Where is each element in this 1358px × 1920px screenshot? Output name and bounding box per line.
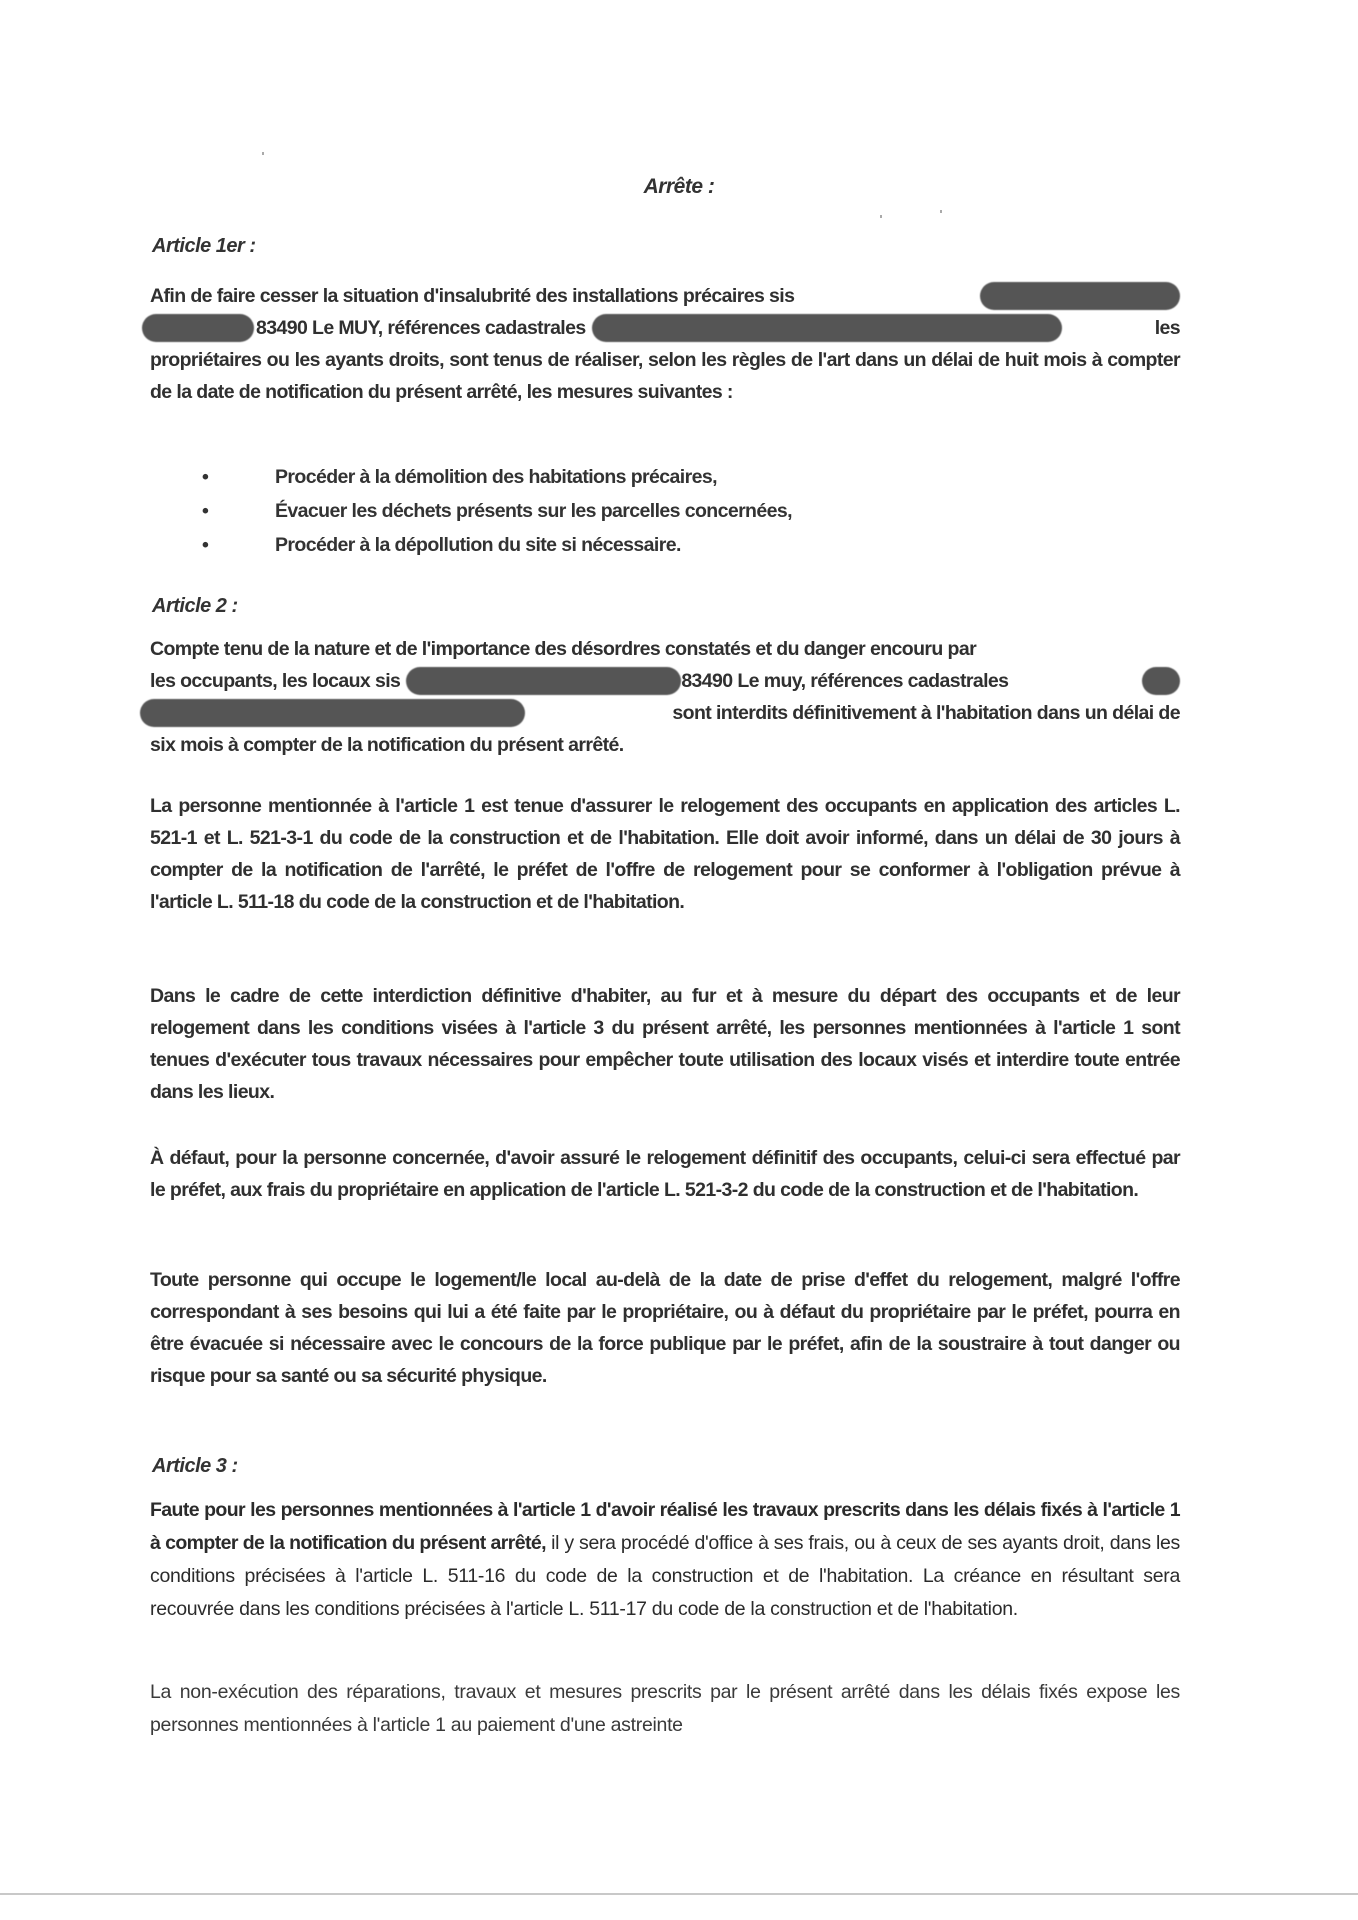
article-2-paragraph-3: Dans le cadre de cette interdiction définitive d'habiter, au fur et à mesure du départ des occupants et de leur relogement dans les conditions visées à l'article 3 du présent arrêté, les personnes mentionnées à l'article 1 sont tenues d'exécuter tous travaux nécessaires pour empêcher toute utilisation des locaux visés et interdire toute entrée dans les lieux. — [150, 985, 1180, 1103]
measures-list — [150, 460, 1150, 562]
redaction — [140, 699, 525, 727]
article-1-line-2: 83490 Le MUY, références cadastrales les — [142, 312, 1180, 344]
article-3-paragraph-2: La non-exécution des réparations, travaux et mesures prescrits par le présent arrêté dans les délais fixés expose les personnes mentionnées à l'article 1 au paiement d'une astreinte — [150, 1681, 1180, 1736]
article-2-line-2: les occupants, les locaux sis 83490 Le muy, références cadastrales — [150, 665, 1180, 697]
article-2-paragraph-2: La personne mentionnée à l'article 1 est tenue d'assurer le relogement des occupants en application des articles L. 521-1 et L. 521-3-1 du code de la construction et de l'habitation. Elle doit avoir informé, dans un délai de 30 jours à compter de la notification de l'arrêté, le préfet de l'offre de relogement pour se conformer à l'obligation prévue à l'article L. 511-18 du code de la construction et de l'habitation. — [150, 795, 1180, 913]
article-2-paragraph-1: Compte tenu de la nature et de l'importance des désordres constatés et du danger encouru par les occupants, les locaux sis 83490 Le muy, références cadastrales sont interdits définitivement à l'habitation dans un délai de six mois à compter de la notification du présent arrêté. — [150, 633, 1180, 761]
bullet-icon: • — [202, 534, 209, 556]
list-item: • Procéder à la démolition des habitations précaires, — [150, 460, 1150, 494]
redaction — [142, 314, 254, 342]
list-item: • Évacuer les déchets présents sur les parcelles concernées, — [150, 494, 1150, 528]
bullet-icon: • — [202, 466, 209, 488]
page-title: Arrête : — [643, 175, 715, 198]
article-3-heading: Article 3 : — [152, 1455, 238, 1477]
scan-speck — [940, 210, 942, 213]
article-2-paragraph-5: Toute personne qui occupe le logement/le local au-delà de la date de prise d'effet du relogement, malgré l'offre correspondant à ses besoins qui lui a été faite par le propriétaire, ou à défaut du propriétaire par le préfet, pourra en être évacuée si nécessaire avec le concours de la force publique par le préfet, afin de la soustraire à tout danger ou risque pour sa santé ou sa sécurité physique. — [150, 1269, 1180, 1387]
redaction — [980, 282, 1180, 310]
article-1-line-1: Afin de faire cesser la situation d'insalubrité des installations précaires sis — [150, 280, 1180, 312]
redaction — [592, 314, 1062, 342]
redaction — [1142, 667, 1180, 695]
list-item: • Procéder à la dépollution du site si nécessaire. — [150, 528, 1150, 562]
article-2-paragraph-4: À défaut, pour la personne concernée, d'avoir assuré le relogement définitif des occupants, celui-ci sera effectué par le préfet, aux frais du propriétaire en application de l'article L. 521-3-2 du code de la construction et de l'habitation. — [150, 1147, 1180, 1201]
article-1-line-rest: propriétaires ou les ayants droits, sont tenus de réaliser, selon les règles de l'art dans un délai de huit mois à compter de la date de notification du présent arrêté, les mesures suivantes : — [150, 349, 1180, 403]
page-edge-line — [0, 1893, 1358, 1895]
article-2-heading: Article 2 : — [152, 595, 238, 617]
bullet-icon: • — [202, 500, 209, 522]
scan-speck — [880, 215, 882, 218]
article-3-paragraph-1: Faute pour les personnes mentionnées à l'article 1 d'avoir réalisé les travaux prescrits dans les délais fixés à l'article 1 à compter de la notification du présent arrêté, il y sera procédé d'office à ses frais, ou à ceux de ses ayants droit, dans les conditions précisées à l'article L. 511-16 du code de la construction et de l'habitation. La créance en résultant sera recouvrée dans les conditions précisées à l'article L. 511-17 du code de la construction et de l'habitation. — [150, 1499, 1180, 1620]
article-2-line-3: sont interdits définitivement à l'habitation dans un délai de — [140, 697, 1180, 729]
article-1-paragraph — [150, 280, 1180, 408]
article-1-heading: Article 1er : — [152, 235, 256, 257]
redaction — [406, 667, 681, 695]
scan-speck — [262, 152, 264, 155]
